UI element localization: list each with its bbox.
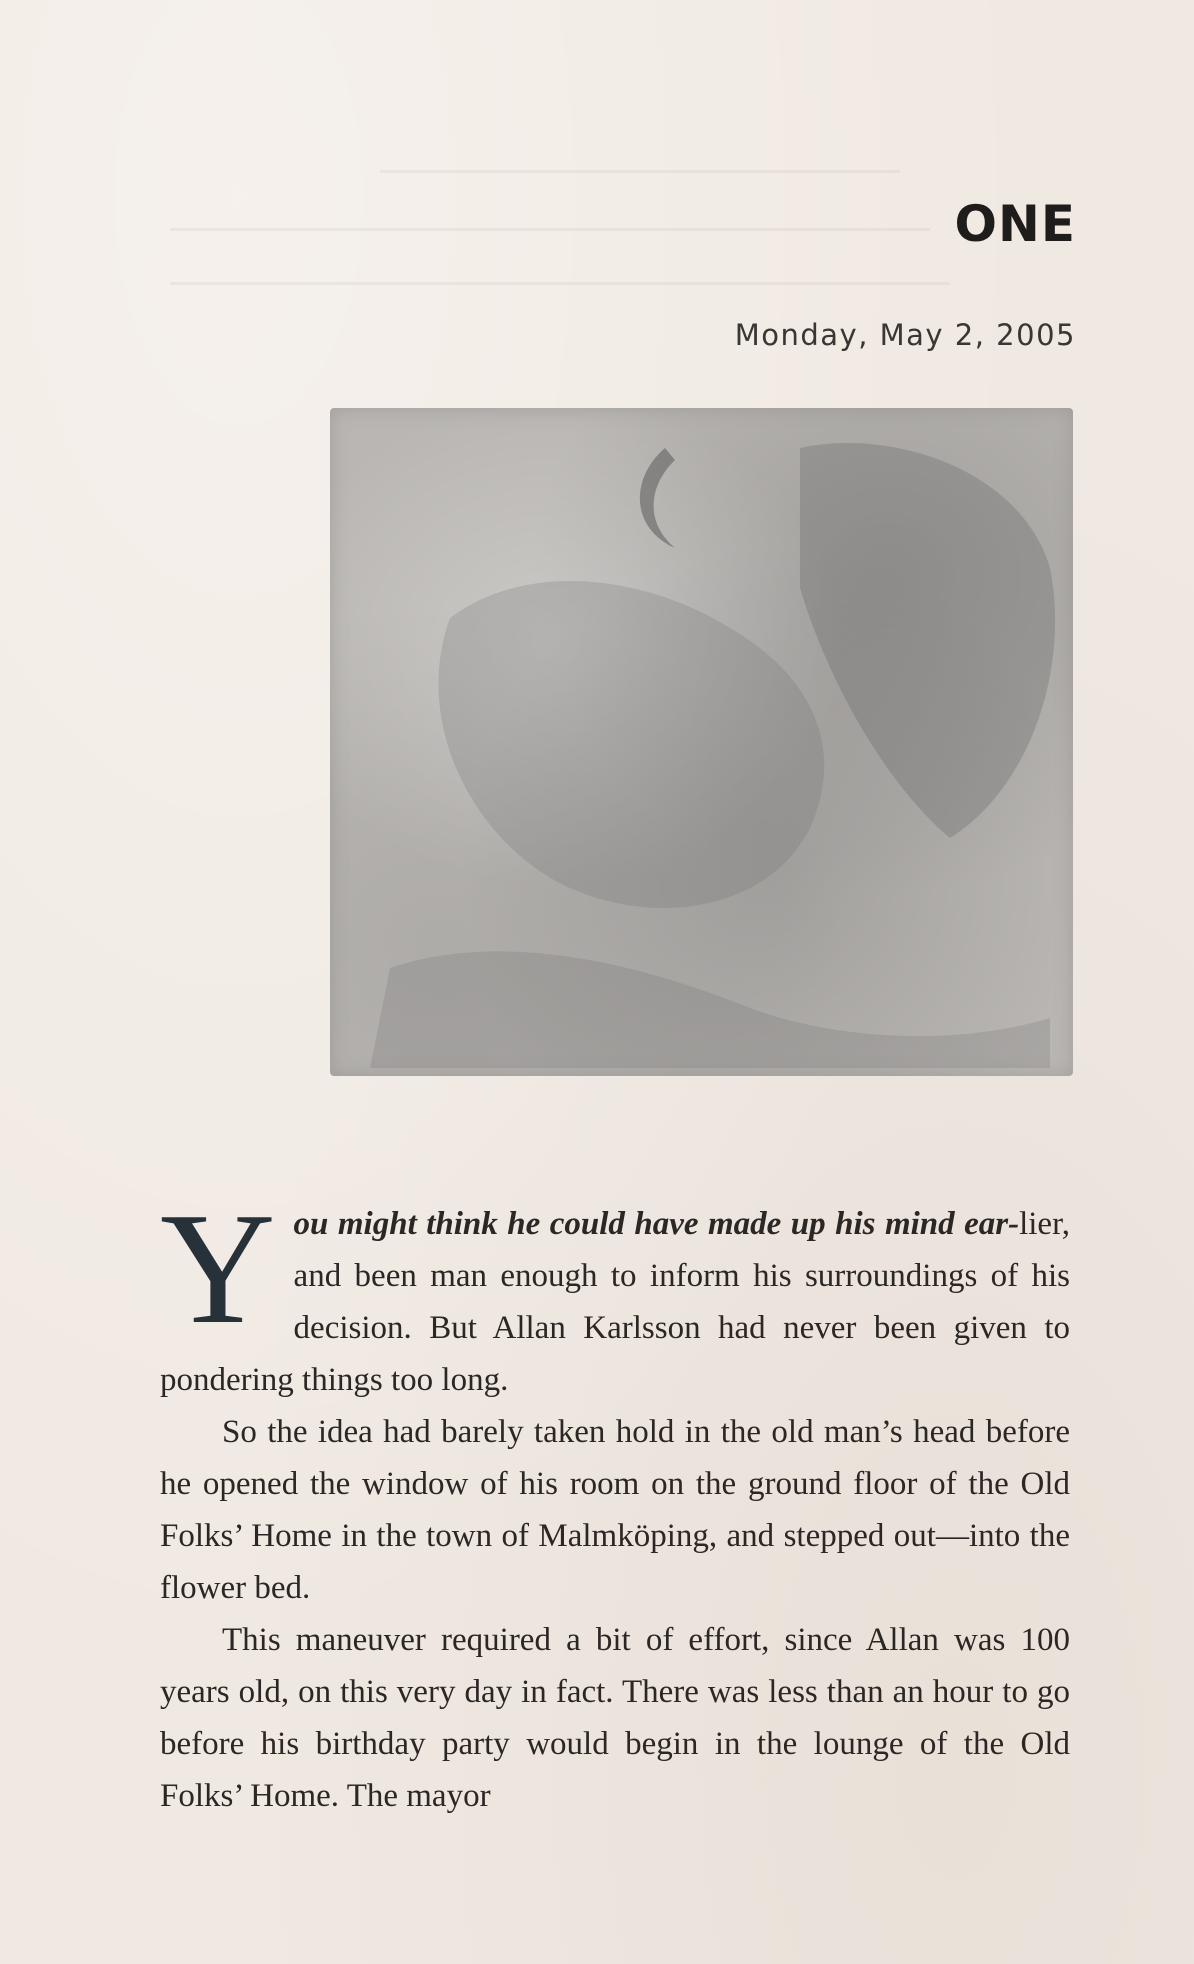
paragraph-3: This maneuver required a bit of effort, since Allan was 100 years old, on this very day in fact. There was less than an hour to go before his birthday party would begin in the lounge of the Old Folks’ Home. The mayor xyxy=(160,1622,1070,1814)
bleed-through-mark xyxy=(170,282,950,285)
paragraph-2: So the idea had barely taken hold in the old man’s head before he opened the window of his room on the ground floor of the Old Folks’ Home in the town of Malmköping, and stepped out—into the flower bed. xyxy=(160,1414,1070,1606)
paragraph-1-text: lier, and been man enough to inform his surroundings of his decision. But Allan Karlsson had never been given to pondering things too long. xyxy=(160,1206,1070,1398)
drop-cap: Y xyxy=(160,1179,276,1357)
bleed-through-mark xyxy=(380,170,900,173)
chapter-title: ONE xyxy=(954,195,1076,253)
chapter-date: Monday, May 2, 2005 xyxy=(734,318,1076,352)
body-text xyxy=(160,1179,1070,1822)
opening-italic-text: ou might think he could have made up his mind ear- xyxy=(293,1206,1020,1242)
illustration-image xyxy=(330,408,1073,1076)
paragraph-1 xyxy=(160,1179,1070,1406)
bleed-through-mark xyxy=(170,228,930,231)
illustration-artwork xyxy=(330,408,1073,1076)
